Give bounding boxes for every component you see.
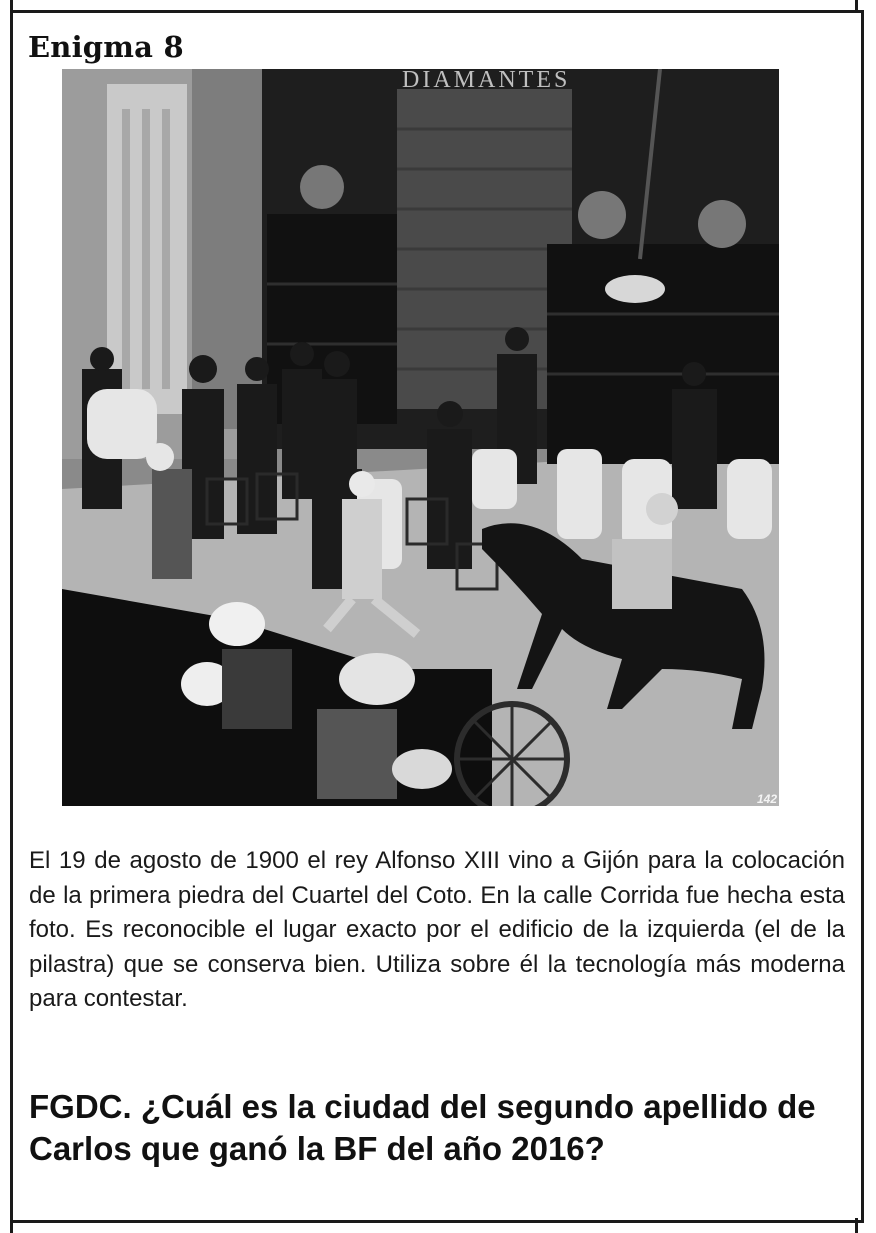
border-line-bottom-right bbox=[855, 1218, 858, 1233]
enigma-question: FGDC. ¿Cuál es la ciudad del segundo apellido de Carlos que ganó la BF del año 2016? bbox=[29, 1088, 816, 1167]
photo-number: 142 bbox=[756, 792, 777, 806]
historic-photo bbox=[62, 69, 779, 806]
enigma-description: El 19 de agosto de 1900 el rey Alfonso XIII vino a Gijón para la colocación de la primera piedra del Cuartel del Coto. En la calle Corrida fue hecha esta foto. Es reconocible el lugar exacto por el edificio de la izquierda (el de la pilastra) que se conserva bien. Utiliza sobre él la tecnología más moderna para contestar. bbox=[29, 847, 845, 1012]
shop-sign-text: DIAMANTES bbox=[402, 69, 571, 93]
street-scene-image bbox=[62, 69, 779, 806]
enigma-title: Enigma 8 bbox=[28, 30, 184, 64]
border-line-bottom-left bbox=[10, 1218, 13, 1233]
